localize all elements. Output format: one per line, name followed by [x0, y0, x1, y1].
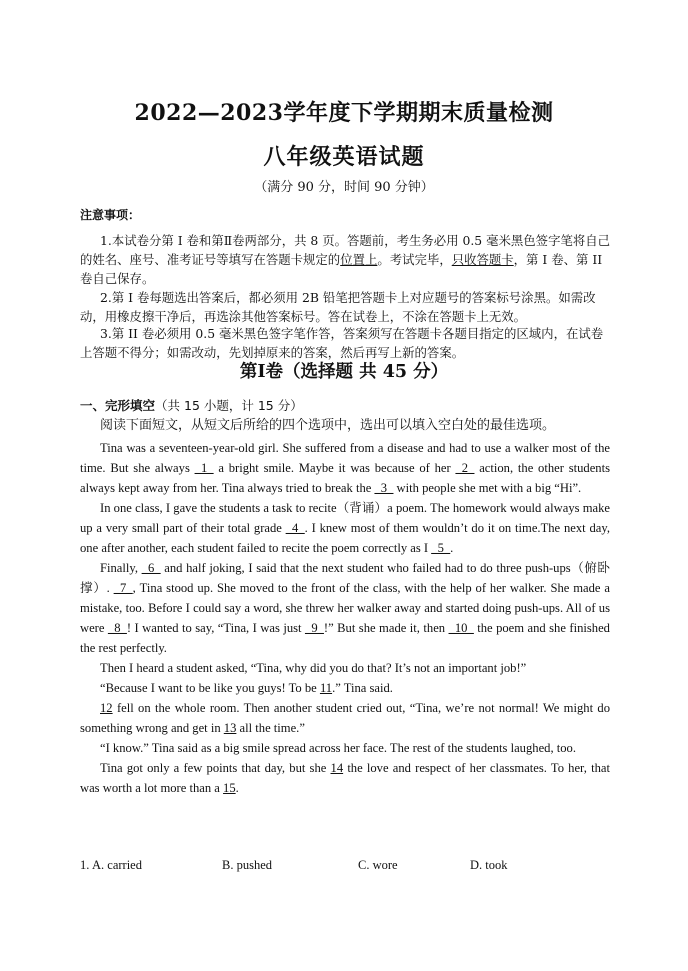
blank-7: _7_ — [113, 581, 133, 595]
passage-text: Finally, — [100, 561, 139, 575]
section-heading — [80, 396, 303, 414]
passage-text: . — [450, 541, 454, 555]
passage-text: “Because I want to be like you guys! To be — [100, 681, 317, 695]
passage-paragraph-8 — [80, 758, 610, 798]
passage-text: with people she met with a big “Hi”. — [396, 481, 582, 495]
passage-text: action, the other students always kept away from her. Tina always tried to break the — [80, 461, 611, 495]
exam-title: 2022—2023学年度下学期期末质量检测 — [134, 100, 554, 126]
passage-paragraph-2 — [80, 498, 610, 558]
blank-14: 14 — [330, 761, 344, 775]
passage-paragraph-5 — [80, 678, 610, 698]
notice-item-1 — [80, 231, 612, 288]
blank-2: _2_ — [455, 461, 475, 475]
passage-text: .” Tina said. — [332, 681, 393, 695]
passage-text: the poem and she finished the rest perfectly. — [80, 621, 610, 655]
option-a[interactable]: A. carried — [92, 858, 142, 872]
blank-15: 15 — [223, 781, 236, 795]
passage-paragraph-1 — [80, 438, 610, 498]
notice-item-1-text-a: 1.本试卷分第 I 卷和第Ⅱ卷两部分，共 8 页。答题前，考生务必用 0.5 毫米黑色签字笔将自己的姓名、座号、准考证号等填写在答题卡规定的 — [80, 233, 611, 267]
passage-text: Tina got only a few points that day, but she — [100, 761, 327, 775]
part-1-title: 第Ⅰ卷（选择题 共 45 分） — [239, 362, 449, 382]
blank-10: _10_ — [448, 621, 474, 635]
option-d[interactable]: D. took — [470, 858, 508, 872]
notice-item-1-underline-a: 位置上 — [340, 252, 378, 267]
passage-text: the love and respect of her classmates. To her, that was worth a lot more than a — [80, 761, 610, 795]
section-instructions: 阅读下面短文，从短文后所给的四个选项中，选出可以填入空白处的最佳选项。 — [100, 418, 556, 433]
option-b[interactable]: B. pushed — [222, 858, 272, 872]
passage-text: a bright smile. Maybe it was because of her — [218, 461, 451, 475]
passage-text: In one class, I gave the students a task to recite（背诵）a poem. The homework would always make up a very small part of their total grade — [80, 501, 610, 535]
blank-6: _6_ — [141, 561, 161, 575]
blank-4: _4_ — [285, 521, 305, 535]
section-note: （共 15 小题，计 15 分） — [155, 398, 303, 413]
notice-item-3: 3.第 II 卷必须用 0.5 毫米黑色签字笔作答，答案须写在答题卡各题目指定的区域内，在试卷上答题不得分；如需改动，先划掉原来的答案，然后再写上新的答案。 — [80, 326, 604, 360]
passage-text: , Tina stood up. She moved to the front of the class, with the help of her walker. She made a mistake, too. Before I could say a word, she threw her walker away and started doing push-ups. All of us were — [80, 581, 610, 635]
passage-paragraph-6 — [80, 698, 610, 738]
blank-3: _3_ — [374, 481, 394, 495]
notice-item-1-underline-b: 只收答题卡 — [451, 252, 514, 267]
option-c[interactable]: C. wore — [358, 858, 398, 872]
passage-text: Tina was a seventeen-year-old girl. She suffered from a disease and had to use a walker most of the time. But she always — [80, 441, 610, 475]
passage-text: fell on the whole room. Then another student cried out, “Tina, we’re not normal! We might do something wrong and get in — [80, 701, 610, 735]
passage-paragraph-3 — [80, 558, 610, 658]
notice-item-2: 2.第 I 卷每题选出答案后，都必须用 2B 铅笔把答题卡上对应题号的答案标号涂黑。如需改动，用橡皮擦干净后，再选涂其他答案标号。答在试卷上，不涂在答题卡上无效。 — [80, 290, 596, 324]
section-title: 一、完形填空 — [80, 398, 156, 413]
blank-5: _5_ — [431, 541, 451, 555]
blank-1: _1_ — [194, 461, 214, 475]
blank-12: 12 — [100, 701, 113, 715]
passage-text: . — [235, 781, 239, 795]
blank-8: _8_ — [107, 621, 127, 635]
passage-text: all the time.” — [239, 721, 305, 735]
passage-text: and half joking, I said that the next student who failed had to do three push-ups（俯卧撑）. — [80, 561, 610, 595]
blank-9: _9_ — [305, 621, 324, 635]
cloze-passage — [80, 438, 610, 798]
passage-text: . I knew most of them wouldn’t do it on time.The next day, one after another, each student failed to recite the poem correctly as I — [80, 521, 610, 555]
exam-subtitle: 八年级英语试题 — [263, 144, 425, 170]
score-time-info: （满分 90 分，时间 90 分钟） — [254, 180, 434, 195]
blank-13: 13 — [223, 721, 237, 735]
passage-text: ! I wanted to say, “Tina, I was just — [126, 621, 302, 635]
question-1-number: 1. — [80, 858, 90, 872]
passage-paragraph-4: Then I heard a student asked, “Tina, why did you do that? It’s not an important job!” — [100, 661, 527, 675]
passage-text: !” But she made it, then — [323, 621, 446, 635]
notice-item-1-text-c: ，第 I 卷、第 II 卷自己保存。 — [80, 252, 603, 286]
notice-heading: 注意事项： — [80, 208, 141, 222]
passage-paragraph-7: “I know.” Tina said as a big smile spread across her face. The rest of the students laughed, too. — [100, 741, 576, 755]
blank-11: 11 — [319, 681, 333, 695]
notice-item-1-text-b: 。考试完毕， — [377, 252, 452, 267]
